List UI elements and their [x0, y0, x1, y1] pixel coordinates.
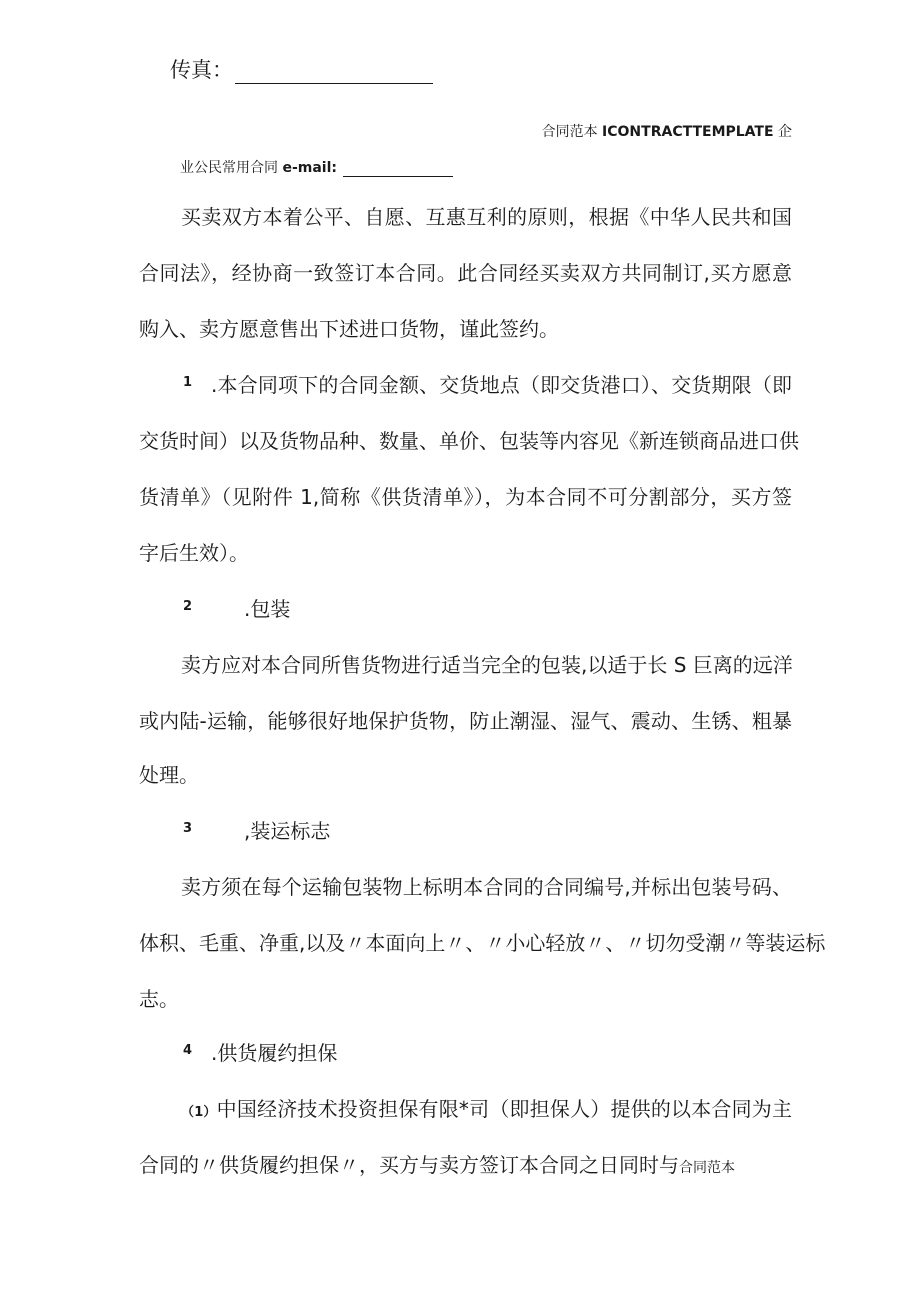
section-3-line-1: 卖方须在每个运输包装物上标明本合同的合同编号,并标出包装号码、 — [181, 875, 792, 899]
fax-label: 传真： — [170, 58, 233, 82]
section-1-number: 1 — [183, 375, 193, 390]
section-4-para-1-line-2 — [139, 1149, 735, 1178]
section-3-line-3: 志。 — [139, 987, 179, 1011]
section-1-line-2: 交货时间）以及货物品种、数量、单价、包装等内容见《新连锁商品进口供 — [139, 429, 799, 453]
email-blank-line — [343, 162, 453, 177]
intro-line-1: 买卖双方本着公平、自愿、互惠互利的原则，根据《中华人民共和国 — [181, 205, 792, 229]
section-1-line-3: 货清单》（见附件 1,简称《供货清单》），为本合同不可分割部分，买方签 — [139, 485, 792, 509]
intro-line-3: 购入、卖方愿意售出下述进口货物，谨此签约。 — [139, 317, 559, 341]
para-1-line-2-text: 合同的〃供货履约担保〃，买方与卖方签订本合同之日同时与 — [139, 1153, 679, 1177]
section-2-line-3: 处理。 — [139, 763, 199, 787]
para-1-text: 中国经济技术投资担保有限*司（即担保人）提供的以本合同为主 — [216, 1097, 793, 1121]
section-3-title: ,装运标志 — [244, 819, 331, 843]
section-4-number: 4 — [183, 1043, 193, 1058]
section-2-number: 2 — [183, 599, 193, 614]
running-header — [542, 121, 792, 141]
section-1-line-1: .本合同项下的合同金额、交货地点（即交货港口）、交货期限（即 — [211, 373, 792, 397]
section-3-number: 3 — [183, 821, 193, 836]
section-4-title: .供货履约担保 — [211, 1041, 338, 1065]
section-1-line-4: 字后生效）。 — [139, 541, 249, 565]
header-suffix: 企 — [773, 124, 792, 140]
email-prefix: 业公民常用合同 — [180, 160, 283, 176]
email-label: e-mail: — [282, 160, 337, 176]
para-1-label: （1） — [181, 1105, 217, 1120]
header-contract-template: ICONTRACTTEMPLATE — [602, 124, 774, 140]
section-2-title: .包装 — [244, 597, 291, 621]
section-2-line-2: 或内陆-运输，能够很好地保护货物，防止潮湿、湿气、震动、生锈、粗暴 — [139, 709, 792, 733]
section-3-line-2: 体积、毛重、净重,以及〃本面向上〃、〃小心轻放〃、〃切勿受潮〃等装运标 — [139, 931, 826, 955]
footer-contract-template: 合同范本 — [679, 1160, 735, 1176]
fax-field — [170, 54, 433, 84]
section-2-line-1: 卖方应对本合同所售货物进行适当完全的包装,以适于长 S 巨离的远洋 — [181, 653, 793, 677]
section-4-para-1-line-1 — [181, 1093, 792, 1122]
fax-blank-line — [235, 61, 433, 84]
header-prefix: 合同范本 — [541, 124, 603, 140]
intro-line-2: 合同法》，经协商一致签订本合同。此合同经买卖双方共同制订,买方愿意 — [139, 261, 792, 285]
email-header — [180, 157, 453, 177]
